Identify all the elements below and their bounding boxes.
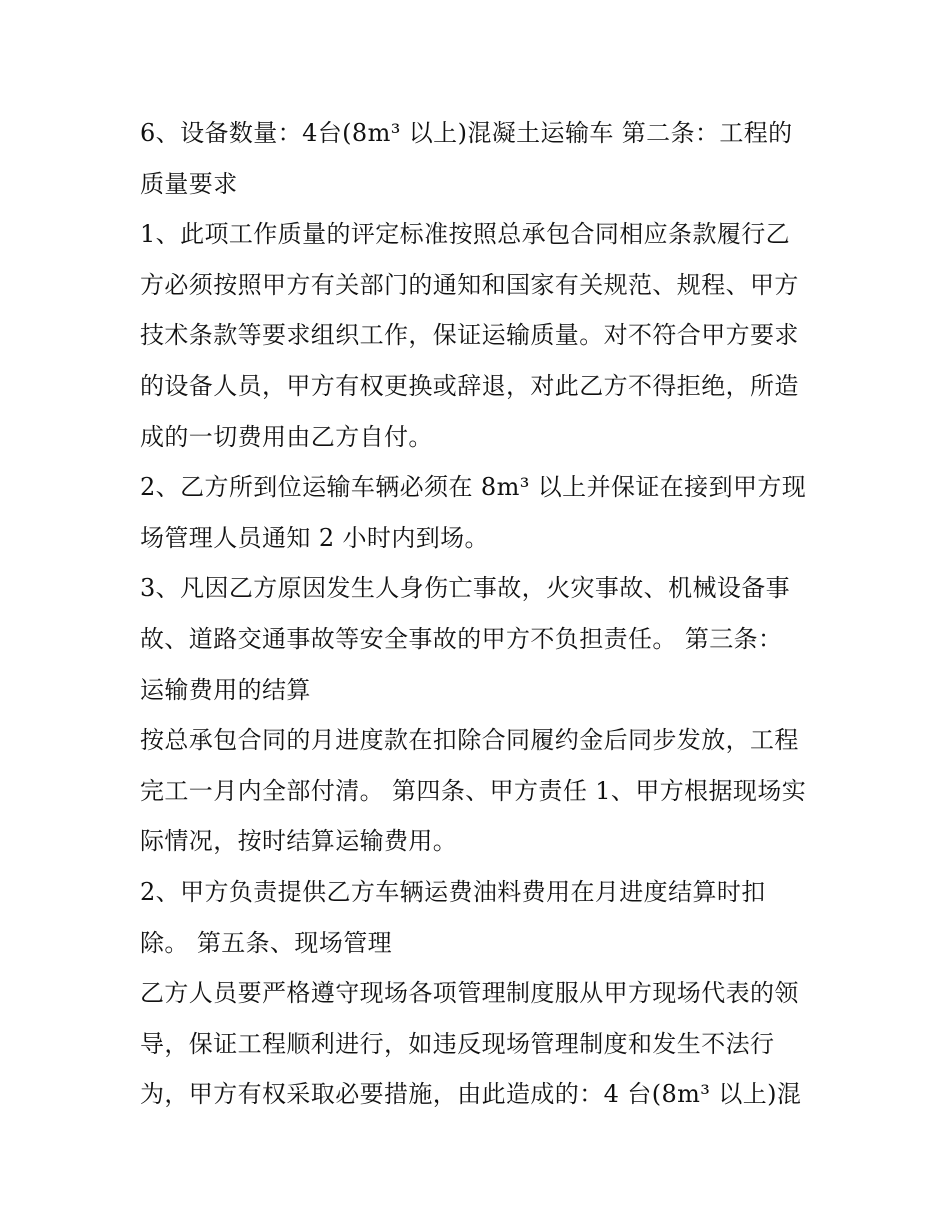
text-line: 方必须按照甲方有关部门的通知和国家有关规范、规程、甲方 — [140, 270, 799, 299]
text-line: 为，甲方有权采取必要措施，由此造成的：4 台(8m³ 以上)混 — [140, 1080, 802, 1109]
text-line: 除。 第五条、现场管理 — [140, 928, 393, 957]
text-line: 1、此项工作质量的评定标准按照总承包合同相应条款履行乙 — [140, 220, 791, 249]
text-line: 成的一切费用由乙方自付。 — [140, 422, 433, 451]
text-line: 按总承包合同的月进度款在扣除合同履约金后同步发放，工程 — [140, 726, 799, 755]
text-line: 际情况，按时结算运输费用。 — [140, 827, 458, 856]
text-line: 6、设备数量：4台(8m³ 以上)混凝土运输车 第二条：工程的 — [140, 119, 793, 147]
text-line: 故、道路交通事故等安全事故的甲方不负担责任。 第三条： — [140, 624, 783, 653]
text-line: 场管理人员通知 2 小时内到场。 — [140, 523, 489, 552]
text-line: 技术条款等要求组织工作，保证运输质量。对不符合甲方要求 — [140, 321, 799, 350]
text-line: 导，保证工程顺利进行，如违反现场管理制度和发生不法行 — [140, 1029, 775, 1058]
document-body — [140, 108, 820, 1120]
text-line: 2、甲方负责提供乙方车辆运费油料费用在月进度结算时扣 — [140, 877, 766, 906]
text-line: 质量要求 — [140, 169, 238, 198]
text-line: 3、凡因乙方原因发生人身伤亡事故，火灾事故、机械设备事 — [140, 574, 791, 603]
text-line: 完工一月内全部付清。 第四条、甲方责任 1、甲方根据现场实 — [140, 776, 807, 805]
text-line: 的设备人员，甲方有权更换或辞退，对此乙方不得拒绝，所造 — [140, 371, 799, 400]
text-line: 乙方人员要严格遵守现场各项管理制度服从甲方现场代表的领 — [140, 979, 799, 1008]
text-line: 运输费用的结算 — [140, 675, 311, 704]
text-line: 2、乙方所到位运输车辆必须在 8m³ 以上并保证在接到甲方现 — [140, 473, 807, 502]
